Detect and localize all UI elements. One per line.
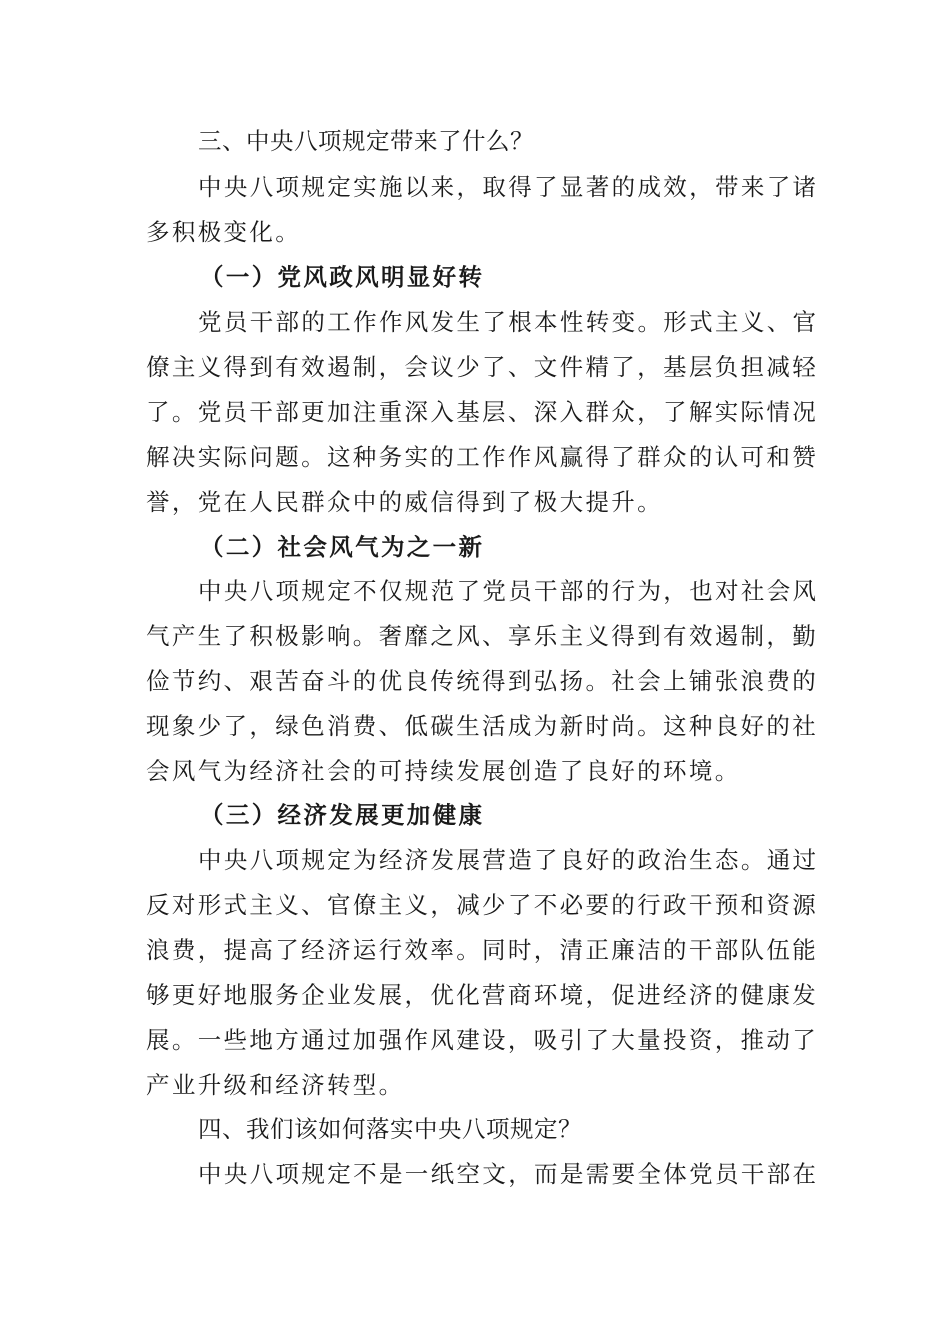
- section-4-heading: 四、我们该如何落实中央八项规定？: [198, 1115, 582, 1143]
- subsection-2-title: （二）社会风气为之一新: [200, 533, 485, 561]
- subsection-2-line-5: 会风气为经济社会的可持续发展创造了良好的环境。: [146, 757, 741, 785]
- subsection-1-line-3: 了。党员干部更加注重深入基层、深入群众，了解实际情况: [146, 398, 819, 426]
- section-3-intro-line-2: 多积极变化。: [146, 218, 302, 246]
- subsection-3-line-4: 够更好地服务企业发展，优化营商环境，促进经济的健康发: [146, 981, 819, 1009]
- subsection-3-line-3: 浪费，提高了经济运行效率。同时，清正廉洁的干部队伍能: [146, 936, 819, 964]
- subsection-1-line-2: 僚主义得到有效遏制，会议少了、文件精了，基层负担减轻: [146, 353, 819, 381]
- subsection-1-title: （一）党风政风明显好转: [200, 263, 485, 291]
- subsection-3-line-1: 中央八项规定为经济发展营造了良好的政治生态。通过: [198, 846, 819, 874]
- subsection-1-line-5: 誉，党在人民群众中的威信得到了极大提升。: [146, 488, 663, 516]
- subsection-2-line-1: 中央八项规定不仅规范了党员干部的行为，也对社会风: [198, 577, 819, 605]
- subsection-2-line-3: 俭节约、艰苦奋斗的优良传统得到弘扬。社会上铺张浪费的: [146, 667, 819, 695]
- subsection-3-line-2: 反对形式主义、官僚主义，减少了不必要的行政干预和资源: [146, 891, 819, 919]
- subsection-2-line-4: 现象少了，绿色消费、低碳生活成为新时尚。这种良好的社: [146, 712, 819, 740]
- subsection-3-title: （三）经济发展更加健康: [200, 801, 485, 829]
- subsection-3-line-5: 展。一些地方通过加强作风建设，吸引了大量投资，推动了: [146, 1026, 819, 1054]
- subsection-2-line-2: 气产生了积极影响。奢靡之风、享乐主义得到有效遏制，勤: [146, 622, 819, 650]
- subsection-3-line-6: 产业升级和经济转型。: [146, 1071, 405, 1099]
- section-3-heading: 三、中央八项规定带来了什么？: [198, 127, 534, 155]
- section-3-intro-line-1: 中央八项规定实施以来，取得了显著的成效，带来了诸: [198, 173, 819, 201]
- section-4-line-1: 中央八项规定不是一纸空文，而是需要全体党员干部在: [198, 1160, 819, 1188]
- subsection-1-line-4: 解决实际问题。这种务实的工作作风赢得了群众的认可和赞: [146, 443, 819, 471]
- subsection-1-line-1: 党员干部的工作作风发生了根本性转变。形式主义、官: [198, 308, 819, 336]
